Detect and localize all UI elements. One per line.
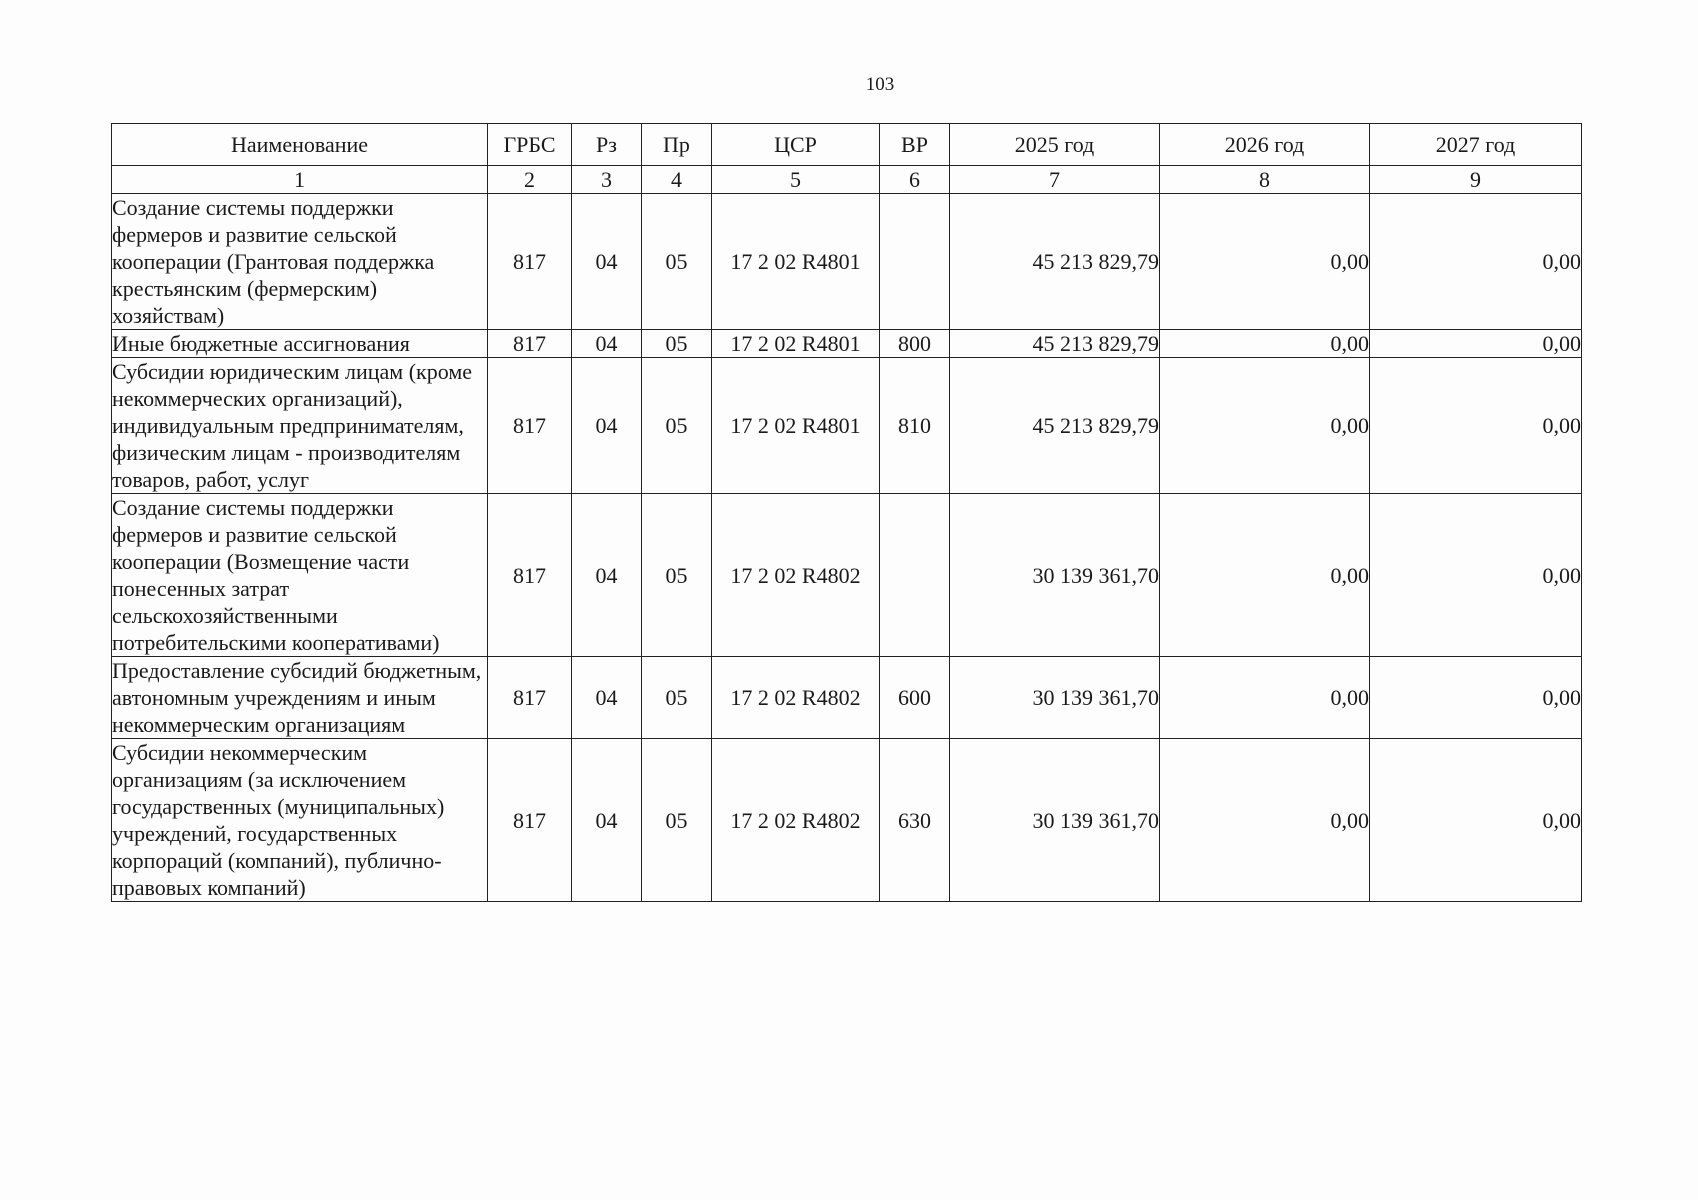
cell-2025: 45 213 829,79 [950,358,1160,494]
table-row [112,739,1582,902]
cell-rz: 04 [572,194,642,330]
cell-2027: 0,00 [1370,358,1582,494]
column-number: 4 [642,166,712,194]
cell-2026: 0,00 [1160,494,1370,657]
cell-vr: 800 [880,330,950,358]
cell-vr [880,194,950,330]
cell-pr: 05 [642,194,712,330]
cell-grbs: 817 [488,494,572,657]
cell-grbs: 817 [488,657,572,739]
cell-2025: 30 139 361,70 [950,657,1160,739]
cell-grbs: 817 [488,358,572,494]
header-grbs: ГРБС [488,124,572,166]
table-row [112,494,1582,657]
cell-csr: 17 2 02 R4801 [712,330,880,358]
cell-rz: 04 [572,657,642,739]
cell-pr: 05 [642,330,712,358]
cell-vr [880,494,950,657]
cell-2025: 30 139 361,70 [950,494,1160,657]
cell-2025: 45 213 829,79 [950,330,1160,358]
cell-2026: 0,00 [1160,657,1370,739]
cell-name: Субсидии юридическим лицам (кроме некоммерческих организаций), индивидуальным предпринимателям, физическим лицам - производителям товаров, работ, услуг [112,358,488,494]
cell-csr: 17 2 02 R4802 [712,739,880,902]
cell-2027: 0,00 [1370,194,1582,330]
cell-vr: 810 [880,358,950,494]
cell-pr: 05 [642,657,712,739]
cell-2026: 0,00 [1160,358,1370,494]
column-number-row [112,166,1582,194]
cell-name: Создание системы поддержки фермеров и развитие сельской кооперации (Грантовая поддержка крестьянским (фермерским) хозяйствам) [112,194,488,330]
cell-2025: 30 139 361,70 [950,739,1160,902]
cell-name: Предоставление субсидий бюджетным, автономным учреждениям и иным некоммерческим организациям [112,657,488,739]
cell-2026: 0,00 [1160,330,1370,358]
table-row [112,657,1582,739]
header-row [112,124,1582,166]
page-number: 103 [865,74,895,95]
budget-table [111,123,1582,902]
header-2026: 2026 год [1160,124,1370,166]
cell-2026: 0,00 [1160,194,1370,330]
cell-2027: 0,00 [1370,657,1582,739]
cell-rz: 04 [572,330,642,358]
cell-grbs: 817 [488,739,572,902]
cell-rz: 04 [572,358,642,494]
cell-csr: 17 2 02 R4802 [712,657,880,739]
cell-grbs: 817 [488,330,572,358]
column-number: 2 [488,166,572,194]
cell-2027: 0,00 [1370,494,1582,657]
cell-name: Субсидии некоммерческим организациям (за исключением государственных (муниципальных) учреждений, государственных корпораций (компаний), публично-правовых компаний) [112,739,488,902]
cell-csr: 17 2 02 R4801 [712,194,880,330]
cell-name: Создание системы поддержки фермеров и развитие сельской кооперации (Возмещение части понесенных затрат сельскохозяйственными потребительскими кооперативами) [112,494,488,657]
cell-pr: 05 [642,358,712,494]
cell-2025: 45 213 829,79 [950,194,1160,330]
column-number: 6 [880,166,950,194]
cell-vr: 630 [880,739,950,902]
cell-name: Иные бюджетные ассигнования [112,330,488,358]
column-number: 3 [572,166,642,194]
column-number: 8 [1160,166,1370,194]
table-row [112,358,1582,494]
cell-csr: 17 2 02 R4802 [712,494,880,657]
header-pr: Пр [642,124,712,166]
cell-vr: 600 [880,657,950,739]
cell-csr: 17 2 02 R4801 [712,358,880,494]
header-csr: ЦСР [712,124,880,166]
column-number: 5 [712,166,880,194]
header-2027: 2027 год [1370,124,1582,166]
cell-rz: 04 [572,494,642,657]
cell-grbs: 817 [488,194,572,330]
header-name: Наименование [112,124,488,166]
cell-pr: 05 [642,739,712,902]
header-vr: ВР [880,124,950,166]
table-row [112,330,1582,358]
cell-pr: 05 [642,494,712,657]
column-number: 7 [950,166,1160,194]
column-number: 1 [112,166,488,194]
header-rz: Рз [572,124,642,166]
cell-2027: 0,00 [1370,739,1582,902]
cell-2027: 0,00 [1370,330,1582,358]
cell-2026: 0,00 [1160,739,1370,902]
header-2025: 2025 год [950,124,1160,166]
cell-rz: 04 [572,739,642,902]
table-row [112,194,1582,330]
column-number: 9 [1370,166,1582,194]
